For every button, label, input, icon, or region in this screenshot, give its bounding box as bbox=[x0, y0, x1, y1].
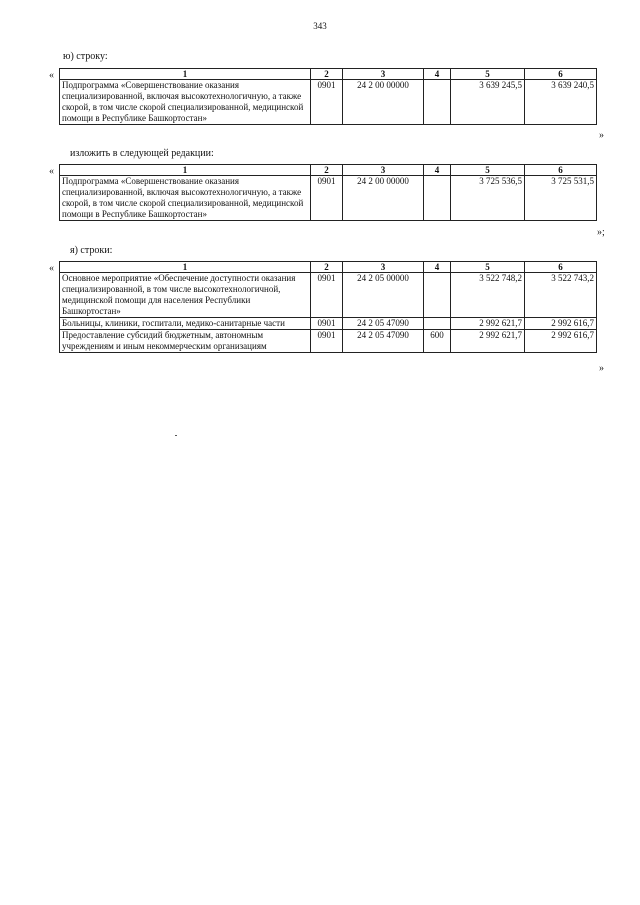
table-header-row bbox=[60, 165, 597, 176]
row-target-code: 24 2 00 00000 bbox=[343, 176, 424, 221]
row-target-code: 24 2 00 00000 bbox=[343, 80, 424, 125]
row-section-code: 0901 bbox=[311, 176, 343, 221]
row-amount-col6: 2 992 616,7 bbox=[525, 330, 597, 353]
column-header-5: 5 bbox=[451, 262, 525, 273]
row-target-code: 24 2 05 00000 bbox=[343, 273, 424, 318]
row-amount-col5: 2 992 621,7 bbox=[451, 318, 525, 330]
table-row bbox=[60, 318, 597, 330]
row-amount-col6: 3 522 743,2 bbox=[525, 273, 597, 318]
column-header-2: 2 bbox=[311, 165, 343, 176]
open-quote-3: « bbox=[49, 263, 54, 274]
row-expense-type bbox=[424, 176, 451, 221]
row-amount-col6: 3 725 531,5 bbox=[525, 176, 597, 221]
column-header-4: 4 bbox=[424, 165, 451, 176]
column-header-6: 6 bbox=[525, 165, 597, 176]
row-amount-col5: 3 639 245,5 bbox=[451, 80, 525, 125]
column-header-1: 1 bbox=[60, 69, 311, 80]
stray-mark bbox=[175, 435, 177, 436]
column-header-1: 1 bbox=[60, 262, 311, 273]
row-section-code: 0901 bbox=[311, 318, 343, 330]
row-name: Больницы, клиники, госпитали, медико-санитарные части bbox=[60, 318, 311, 330]
row-section-code: 0901 bbox=[311, 273, 343, 318]
table-1 bbox=[59, 68, 597, 125]
column-header-6: 6 bbox=[525, 69, 597, 80]
open-quote-2: « bbox=[49, 166, 54, 177]
column-header-5: 5 bbox=[451, 69, 525, 80]
row-amount-col6: 2 992 616,7 bbox=[525, 318, 597, 330]
table-header-row bbox=[60, 69, 597, 80]
close-quote-3: » bbox=[599, 363, 604, 374]
table-row bbox=[60, 176, 597, 221]
table-3 bbox=[59, 261, 597, 353]
column-header-2: 2 bbox=[311, 262, 343, 273]
table-header-row bbox=[60, 262, 597, 273]
row-expense-type bbox=[424, 318, 451, 330]
column-header-4: 4 bbox=[424, 262, 451, 273]
column-header-1: 1 bbox=[60, 165, 311, 176]
row-name: Основное мероприятие «Обеспечение доступности оказания специализированной, в том числе высокотехнологичной, медицинской помощи для населения Республики Башкортостан» bbox=[60, 273, 311, 318]
section-heading-2: изложить в следующей редакции: bbox=[70, 148, 214, 159]
row-expense-type bbox=[424, 80, 451, 125]
column-header-6: 6 bbox=[525, 262, 597, 273]
section-heading-3: я) строки: bbox=[70, 245, 113, 256]
row-name: Подпрограмма «Совершенствование оказания специализированной, включая высокотехнологичную, а также скорой, в том числе скорой специализированной, медицинской помощи в Республике Башкортостан» bbox=[60, 80, 311, 125]
row-name: Подпрограмма «Совершенствование оказания специализированной, включая высокотехнологичную, а также скорой, в том числе скорой специализированной, медицинской помощи в Республике Башкортостан» bbox=[60, 176, 311, 221]
row-section-code: 0901 bbox=[311, 330, 343, 353]
column-header-5: 5 bbox=[451, 165, 525, 176]
table-2 bbox=[59, 164, 597, 221]
column-header-3: 3 bbox=[343, 69, 424, 80]
column-header-3: 3 bbox=[343, 165, 424, 176]
row-expense-type: 600 bbox=[424, 330, 451, 353]
row-target-code: 24 2 05 47090 bbox=[343, 330, 424, 353]
column-header-4: 4 bbox=[424, 69, 451, 80]
table-row bbox=[60, 330, 597, 353]
row-amount-col5: 3 522 748,2 bbox=[451, 273, 525, 318]
row-amount-col5: 2 992 621,7 bbox=[451, 330, 525, 353]
column-header-2: 2 bbox=[311, 69, 343, 80]
row-amount-col5: 3 725 536,5 bbox=[451, 176, 525, 221]
close-quote-2: »; bbox=[597, 227, 605, 238]
row-expense-type bbox=[424, 273, 451, 318]
table-row bbox=[60, 273, 597, 318]
row-name: Предоставление субсидий бюджетным, автономным учреждениям и иным некоммерческим организациям bbox=[60, 330, 311, 353]
row-target-code: 24 2 05 47090 bbox=[343, 318, 424, 330]
table-row bbox=[60, 80, 597, 125]
row-amount-col6: 3 639 240,5 bbox=[525, 80, 597, 125]
page-number: 343 bbox=[313, 21, 327, 31]
open-quote-1: « bbox=[49, 70, 54, 81]
close-quote-1: » bbox=[599, 130, 604, 141]
column-header-3: 3 bbox=[343, 262, 424, 273]
section-heading-1: ю) строку: bbox=[63, 51, 108, 62]
row-section-code: 0901 bbox=[311, 80, 343, 125]
